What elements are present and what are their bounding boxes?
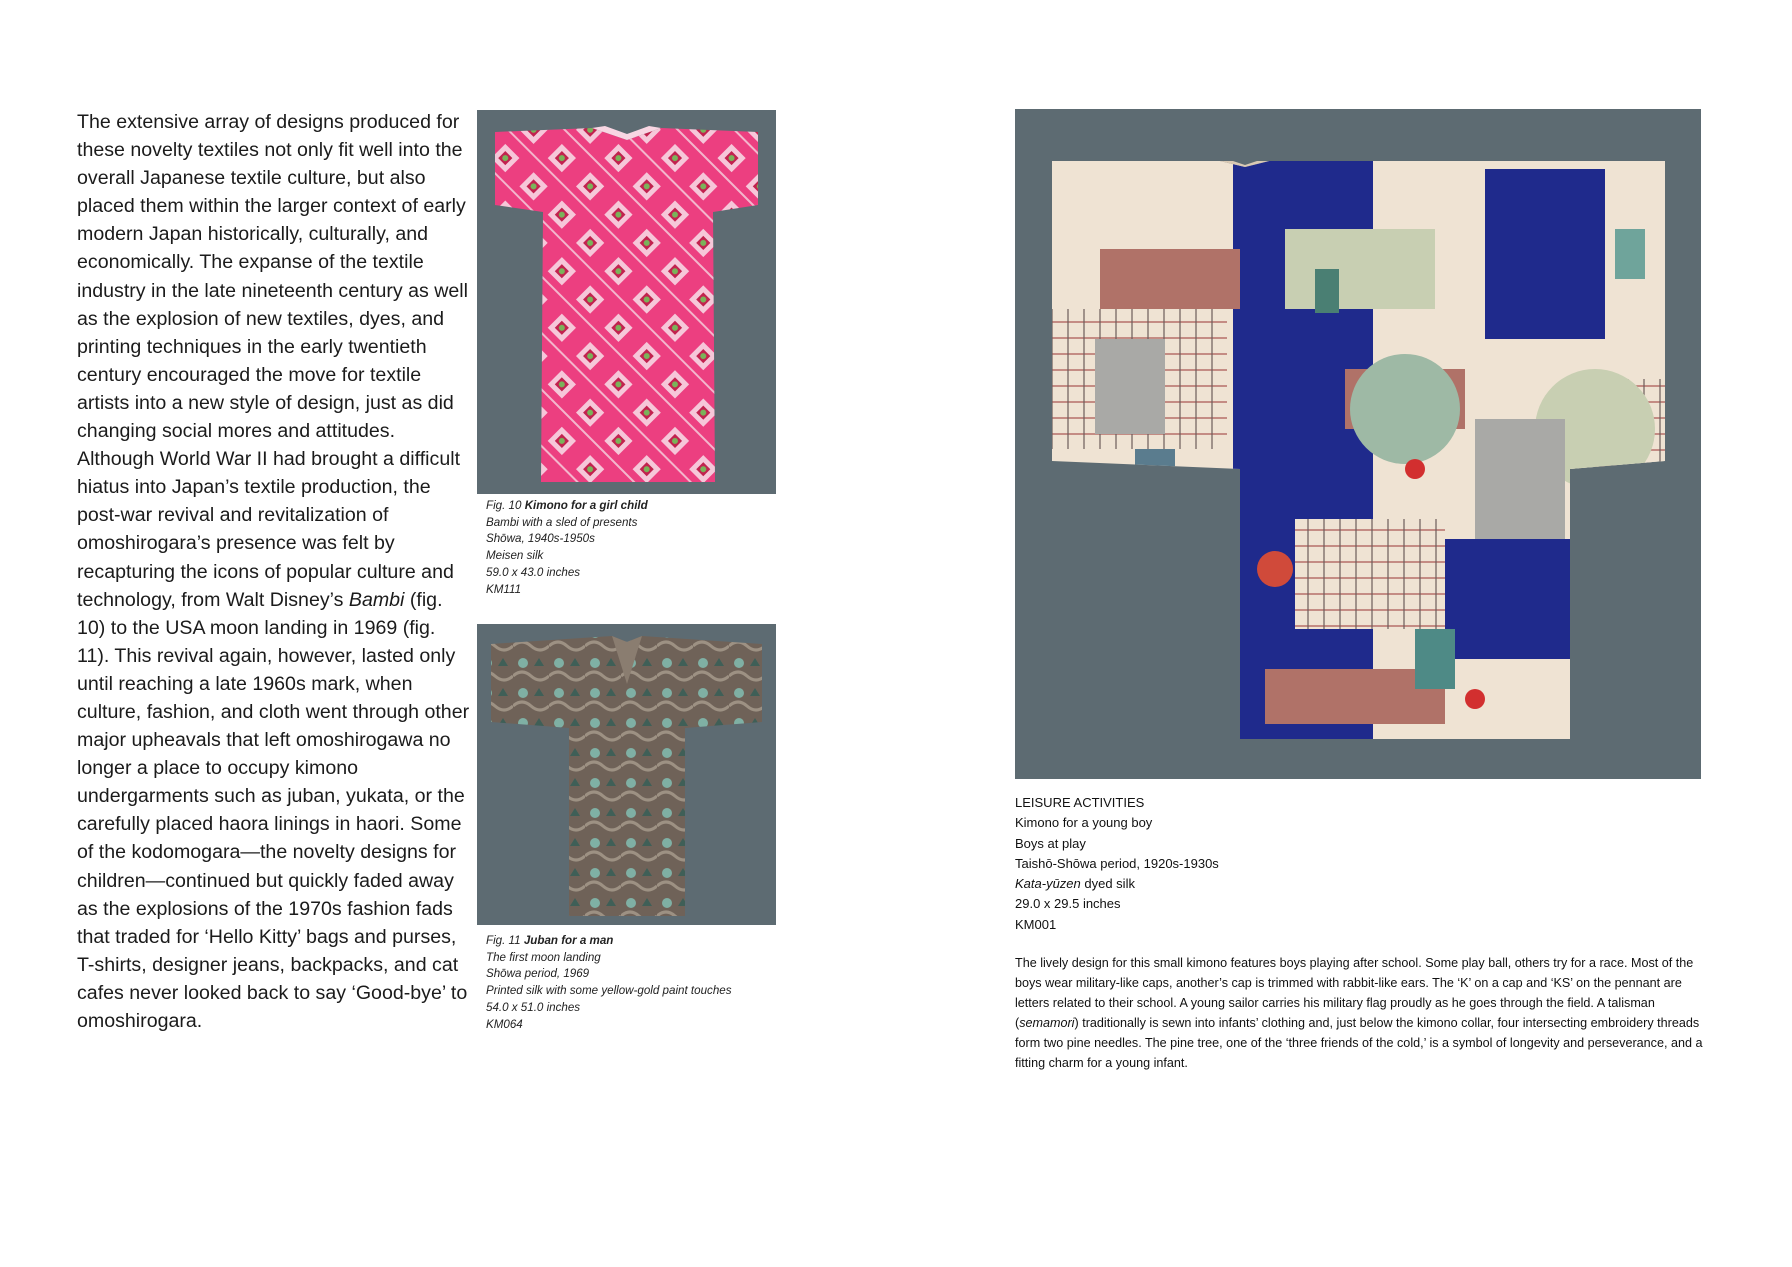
fig10-photo-kimono-girl: [477, 110, 776, 494]
fig11-caption-head: [486, 933, 732, 950]
main-technique-rest: dyed silk: [1080, 876, 1135, 892]
fig11-size: 54.0 x 51.0 inches: [486, 1000, 581, 1014]
fig10-caption: [486, 498, 648, 598]
main-title: Kimono for a young boy: [1015, 815, 1153, 831]
fig11-id: KM064: [486, 1017, 523, 1031]
fig11-label: Fig. 11: [486, 934, 521, 947]
main-size: 29.0 x 29.5 inches: [1015, 896, 1121, 912]
fig11-period: Shōwa period, 1969: [486, 967, 590, 981]
main-subject: Boys at play: [1015, 835, 1086, 851]
fig10-period: Shōwa, 1940s-1950s: [486, 532, 595, 546]
main-id: KM001: [1015, 916, 1057, 932]
fig11-photo-juban-man: [477, 624, 776, 925]
desc-part-2: ) traditionally is sewn into infants’ clothing and, just below the kimono collar, four intersecting embroidery threads form two pine needles. The pine tree, one of the ‘three friends of the cold,’ is a symbol of longevity and perseverance, and a fitting charm for a young infant.: [1015, 1016, 1703, 1071]
main-photo-kimono-boy: [1015, 109, 1701, 779]
fig10-title: Kimono for a girl child: [524, 499, 648, 512]
fig11-caption: [486, 933, 732, 1033]
main-description-paragraph: [1015, 953, 1705, 1074]
essay-part-1: The extensive array of designs produced for these novelty textiles not only fit well into the overall Japanese textile culture, but also placed them within the larger context of early modern Japan historically, culturally, and economically. The expanse of the textile industry in the late nineteenth century as well as the explosion of new textiles, dyes, and printing techniques in the early twentieth century encouraged the move for textile artists into a new style of design, just as did changing social mores and attitudes. Although World War II had brought a difficult hiatus into Japan’s textile production, the post-war revival and revitalization of omoshirogara’s presence was felt by recapturing the icons of popular culture and technology, from Walt Disney’s: [77, 111, 469, 611]
fig11-title: Juban for a man: [523, 934, 614, 947]
fig10-size: 59.0 x 43.0 inches: [486, 565, 581, 579]
essay-part-2: (fig. 10) to the USA moon landing in 1969 (fig. 11). This revival again, however, lasted only until reaching a late 1960s mark, when culture, fashion, and cloth went through other major upheavals that left omoshirogawa no longer a place to occupy kimono undergarments such as juban, yukata, or the carefully placed haora linings in haori. Some of the kodomogara—the novelty designs for children—continued but quickly faded away as the explosions of the 1970s fashion fads that traded for ‘Hello Kitty’ bags and purses, T-shirts, designer jeans, backpacks, and cat cafes never looked back to say ‘Good-bye’ to omoshirogara.: [77, 588, 470, 1032]
fig10-subject: Bambi with a sled of presents: [486, 515, 638, 529]
main-technique-term: Kata-yūzen: [1015, 876, 1081, 892]
fig10-label: Fig. 10: [486, 499, 522, 512]
main-technique: [1015, 874, 1219, 894]
desc-term-semamori: semamori: [1019, 1016, 1075, 1031]
fig11-subject: The first moon landing: [486, 950, 601, 964]
fig11-material: Printed silk with some yellow-gold paint touches: [486, 984, 732, 998]
main-category: LEISURE ACTIVITIES: [1015, 795, 1145, 810]
main-caption: [1015, 793, 1219, 935]
desc-part-1: The lively design for this small kimono features boys playing after school. Some play ball, others try for a race. Most of the boys wear military-like caps, another’s cap is trimmed with rabbit-like ears. The ‘K’ on a cap and ‘KS’ on the pennant are letters related to their school. A young sailor carries his military flag proudly as he goes through the field. A talisman (: [1015, 956, 1694, 1031]
essay-bambi-title: Bambi: [348, 588, 405, 611]
main-description: [1015, 953, 1705, 1074]
fig10-material: Meisen silk: [486, 549, 544, 563]
fig10-caption-head: [486, 498, 648, 515]
essay-paragraph: [77, 108, 472, 1035]
essay-text: [77, 108, 472, 1035]
fig10-id: KM111: [486, 582, 522, 596]
main-period: Taishō-Shōwa period, 1920s-1930s: [1015, 855, 1219, 871]
